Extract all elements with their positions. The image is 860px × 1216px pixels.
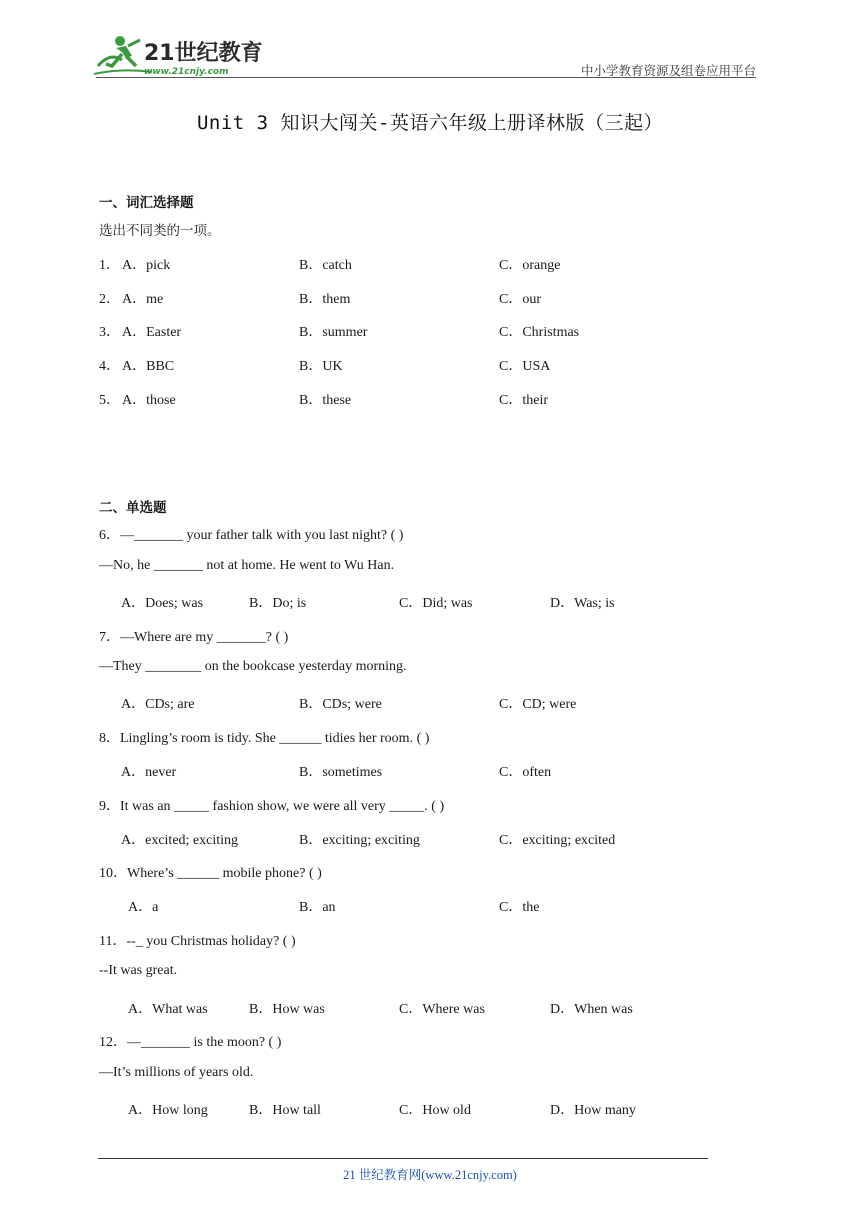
question-stem-line-2: —They ________ on the bookcase yesterday morning.: [99, 659, 407, 674]
logo-name: 21世纪教育: [144, 41, 263, 66]
option-b[interactable]: B．summer: [299, 325, 368, 340]
option-c[interactable]: C．Where was: [399, 1002, 485, 1017]
question-stem: 12．—_______ is the moon? ( ): [99, 1035, 282, 1050]
option-c[interactable]: C．often: [499, 765, 552, 780]
option-b[interactable]: B．an: [299, 900, 336, 915]
option-b[interactable]: B．catch: [299, 258, 352, 273]
question-stem: 7．—Where are my _______? ( ): [99, 630, 289, 645]
option-c[interactable]: C．How old: [399, 1103, 471, 1118]
option-c[interactable]: C．orange: [499, 258, 561, 273]
logo-url: www.21cnjy.com: [144, 67, 229, 77]
question-stem: 10．Where’s ______ mobile phone? ( ): [99, 866, 322, 881]
option-b[interactable]: B．exciting; exciting: [299, 833, 420, 848]
option-d[interactable]: D．When was: [550, 1002, 633, 1017]
section-1-instruction: 选出不同类的一项。: [99, 223, 221, 239]
option-a[interactable]: A．Easter: [122, 325, 182, 340]
question-stem: 9．It was an _____ fashion show, we were all very _____. ( ): [99, 799, 445, 814]
question-number: 2．: [99, 292, 120, 307]
question-number: 5．: [99, 393, 120, 408]
option-a[interactable]: A．a: [128, 900, 159, 915]
question-stem: 11．--_ you Christmas holiday? ( ): [99, 934, 296, 949]
question-stem-line-2: —It’s millions of years old.: [99, 1065, 254, 1080]
question-stem-line-2: --It was great.: [99, 963, 178, 978]
option-b[interactable]: B．How tall: [249, 1103, 321, 1118]
section-2-heading: 二、单选题: [99, 500, 167, 516]
option-c[interactable]: C．USA: [499, 359, 551, 374]
question-stem: 8．Lingling’s room is tidy. She ______ tidies her room. ( ): [99, 731, 430, 746]
question-number: 4．: [99, 359, 120, 374]
option-c[interactable]: C．Did; was: [399, 596, 473, 611]
option-b[interactable]: B．these: [299, 393, 352, 408]
question-number: 1．: [99, 258, 120, 273]
option-a[interactable]: A．BBC: [122, 359, 175, 374]
page-title: Unit 3 知识大闯关-英语六年级上册译林版（三起）: [196, 112, 663, 134]
option-a[interactable]: A．me: [122, 292, 164, 307]
option-a[interactable]: A．those: [122, 393, 176, 408]
option-c[interactable]: C．the: [499, 900, 540, 915]
option-a[interactable]: A．CDs; are: [121, 697, 195, 712]
option-a[interactable]: A．excited; exciting: [121, 833, 239, 848]
option-d[interactable]: D．Was; is: [550, 596, 615, 611]
option-b[interactable]: B．them: [299, 292, 351, 307]
option-b[interactable]: B．UK: [299, 359, 343, 374]
footer-divider: [98, 1158, 708, 1159]
question-number: 3．: [99, 325, 120, 340]
header-divider: [96, 77, 756, 78]
option-c[interactable]: C．our: [499, 292, 541, 307]
option-b[interactable]: B．sometimes: [299, 765, 383, 780]
question-stem-line-2: —No, he _______ not at home. He went to Wu Han.: [99, 558, 395, 573]
option-a[interactable]: A．pick: [122, 258, 171, 273]
option-c[interactable]: C．Christmas: [499, 325, 580, 340]
option-c[interactable]: C．exciting; excited: [499, 833, 616, 848]
site-logo: [92, 32, 267, 78]
header-tagline: 中小学教育资源及组卷应用平台: [580, 63, 756, 78]
option-a[interactable]: A．How long: [128, 1103, 208, 1118]
section-1-heading: 一、词汇选择题: [99, 195, 194, 211]
footer-link[interactable]: 21 世纪教育网(www.21cnjy.com): [343, 1168, 517, 1182]
option-d[interactable]: D．How many: [550, 1103, 636, 1118]
option-a[interactable]: A．never: [121, 765, 177, 780]
option-b[interactable]: B．How was: [249, 1002, 325, 1017]
option-c[interactable]: C．CD; were: [499, 697, 577, 712]
option-a[interactable]: A．What was: [128, 1002, 208, 1017]
question-stem: 6．—_______ your father talk with you last night? ( ): [99, 528, 404, 543]
option-b[interactable]: B．Do; is: [249, 596, 307, 611]
option-b[interactable]: B．CDs; were: [299, 697, 382, 712]
option-a[interactable]: A．Does; was: [121, 596, 204, 611]
option-c[interactable]: C．their: [499, 393, 548, 408]
